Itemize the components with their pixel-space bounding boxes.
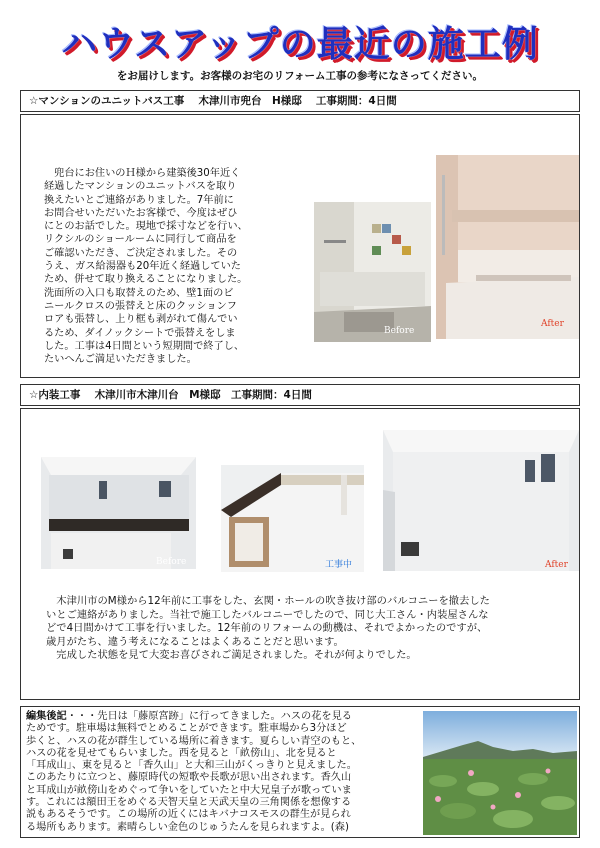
section1-before-label: Before bbox=[384, 326, 415, 336]
section2-header: ☆内装工事 木津川市木津川台 M様邸 工事期間：4日間 bbox=[20, 384, 580, 406]
page-title: ハウスアップの最近の施工例 bbox=[61, 23, 539, 65]
section2-before-photo bbox=[41, 457, 196, 569]
section2-after-label: After bbox=[545, 560, 568, 570]
section1-before-photo bbox=[314, 202, 431, 342]
postscript-label: 編集後記 bbox=[26, 711, 67, 722]
section2-text: 木津川市のM様から12年前に工事をした、玄関・ホールの吹き抜け部のバルコニーを撤去した いとご連絡がありました。当社で施工したバルコニーでしたので、同じ大工さん・内装屋さんな どで4日間かけて工事を行いました。12年前のリフォームの動機は、それでよかったのですが、 歳月がたち、違う考えになることはよくあることだと思います。 完成した状態を見て大変お喜びされご満足されました。それが何よりでした。 bbox=[46, 595, 490, 662]
lotus-photo bbox=[423, 711, 577, 835]
postscript-text bbox=[26, 711, 426, 834]
section2-during-label: 工事中 bbox=[325, 560, 353, 570]
section2-after-photo bbox=[383, 430, 579, 571]
page-subtitle: をお届けします。お客様のお宅のリフォーム工事の参考になさってください。 bbox=[116, 70, 484, 82]
section1-after-photo bbox=[436, 155, 579, 339]
postscript-body: ・・・先日は「藤原宮跡」に行ってきました。ハスの花を見る ためです。駐車場は無料でとめることができます。駐車場から3分ほど 歩くと、ハスの花が群生している場所に着きます。夏らしい青空のもと、 ハスの花を見せてもらいました。西を見ると「畝傍山」、北を見ると 「耳成山」、東を見ると「香久山」と大和三山がくっきりと見えました。 このあたりに立つと、藤原時代の短歌や長歌が思い出されます。香久山 と耳成山が畝傍山をめぐって争いをしていたと中大兄皇子が歌っていま す。これには額田王をめぐる天智天皇と天武天皇の三角関係を想像する 説もあるそうです。この場所の近くにはキバナコスモスの群生が見られ る場所もあります。素晴らしい金色のじゅうたんを見られますよ。(森) bbox=[26, 711, 362, 833]
postscript-box bbox=[20, 706, 580, 838]
section1-text: 兜台にお住いのＨ様から建築後30年近く 経過したマンションのユニットバスを取り 換えたいとご連絡がありました。7年前に お問合せいただいたお客様で、今度はぜひ にとのお話でした。現地で採寸などを行い、 リクシルのショールームに同行して商品を ご確認いただき、ご決定されました。その うえ、ガス給湯器も20年近く経過していた ため、併せて取り換えることになりました。 洗面所の入口も取替えのため、壁1面のビ ニールクロスの張替えと床のクッションフ ロアも張替し、上り框も剥がれて傷んでい るため、ダイノックシートで張替えをしま した。工事は4日間という短期間で終了し、 たいへんご満足いただきました。 bbox=[44, 168, 248, 366]
section1-header: ☆マンションのユニットバス工事 木津川市兜台 H様邸 工事期間：4日間 bbox=[20, 90, 580, 112]
section1-after-label: After bbox=[541, 319, 564, 329]
section1-body bbox=[20, 114, 580, 378]
section2-before-label: Before bbox=[156, 557, 187, 567]
section2-during-photo bbox=[221, 465, 364, 572]
section2-body bbox=[20, 408, 580, 700]
